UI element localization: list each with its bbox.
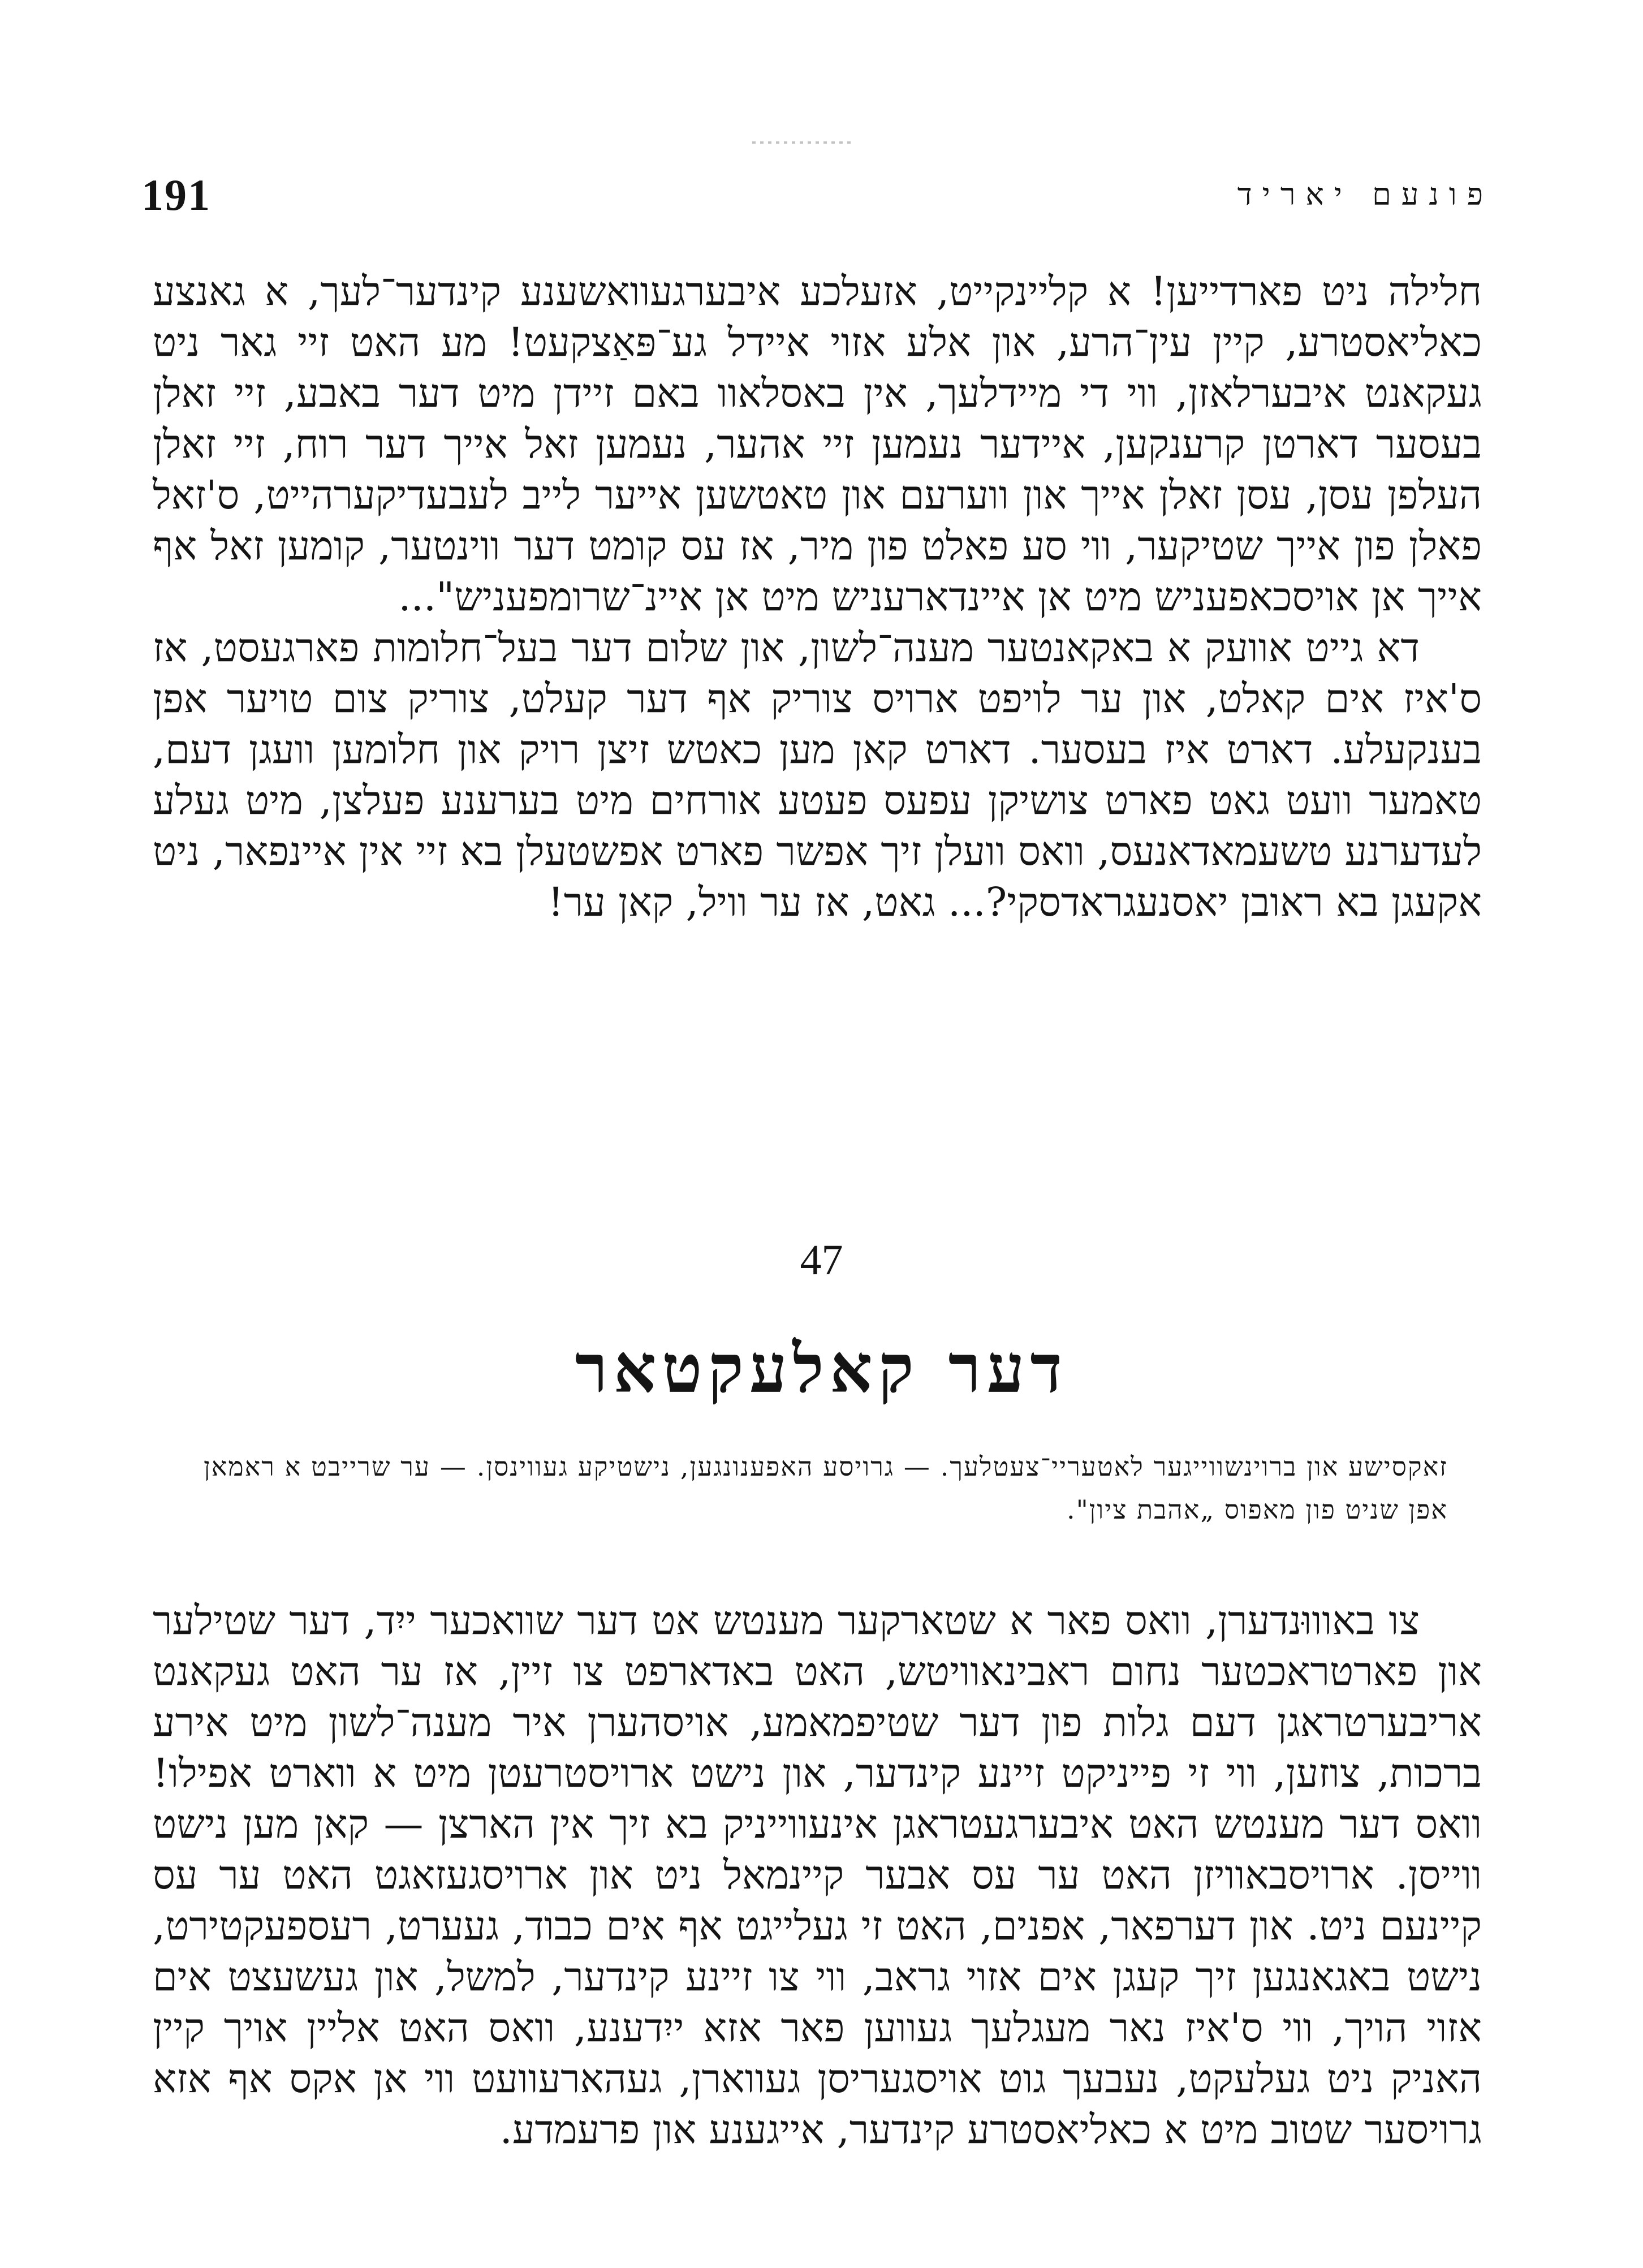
paragraph: חלילה ניט פארדייען! א קליינקייט, אזעלכע איבערגעוואשענע קינדער־לעך, א גאנצע כאליאסטרע, קיין עין־הרע, און אלע אזוי איידל גע־פּאַצקעט! מע האט זיי גאר ניט געקאנט איבערלאזן, ווי די מיידלעך, אין באסלאוו באם זיידן מיט דער באבע, זיי זאלן בעסער דארטן קרענקען, איידער נעמען זיי אהער, נעמען זאל אייך דער רוח, זיי זאלן העלפן עסן, עסן זאלן אייך און ווערעם און טאטשען אייער לייב לעבעדיקערהייט, ס'זאל פאלן פון אייך שטיקער, ווי סע פאלט פון מיר, אז עס קומט דער ווינטער, קומען זאל אף אייך אן אויסכאפעניש מיט אן איינדארעניש מיט אן איינ־שרומפעניש"...: [153, 268, 1482, 620]
page-number: 191: [141, 170, 211, 219]
page-header: [141, 170, 1493, 232]
paragraph: צו באוווּנדערן, וואס פאר א שטארקער מענטש אט דער שוואכער ייִד, דער שטילער און פארטראכטער נחום ראבינאוויטש, האט באדארפט צו זיין, אז ער האט געקאנט אריבערטראגן דעם גלות פון דער שטיפמאמע, אויסהערן איר מענה־לשון מיט אירע ברכות, צוזען, ווי זי פייניקט זיינע קינדער, און נישט ארויסטרעטן מיט א ווארט אפילו! וואס דער מענטש האט איבערגעטראגן אינעווייניק בא זיך אין הארצן — קאן מען נישט ווייסן. ארויסבאוויזן האט ער עס אבער קיינמאל ניט און ארויסגעזאגט האט ער עס קיינעם ניט. און דערפאר, אפנים, האט זי געלייגט אף אים כבוד, געערט, רעספעקטירט, נישט באגאנגען זיך קעגן אים אזוי גראב, ווי צו זיינע קינדער, למשל, און געשעצט אים אזוי הויך, ווי ס'איז נאר מעגלעך געווען פאר אזא ייִדענע, וואס האט אליין אויך קיין האניק ניט געלעקט, נעבעך גוט אויסגעריסן געווארן, געהארעוועט ווי אן אקס אף אזא גרויסער שטוב מיט א כאליאסטרע קינדער, אייגענע און פרעמדע.: [153, 1597, 1482, 2153]
chapter-text-section: [153, 1595, 1482, 2155]
paragraph: דא גייט אוועק א באקאנטער מענה־לשון, און שלום דער בעל־חלומות פארגעסט, אז ס'איז אים קאלט, און ער לויפט ארויס צוריק אף דער קעלט, צוריק צום טויער אפן בענקעלע. דארט איז בעסער. דארט קאן מען כאטש זיצן רויק און חלומען וועגן דעם, טאמער וועט גאט פארט צושיקן עפעס פעטע אורחים מיט בערענע פעלצן, מיט געלע לעדערנע טשעמאדאנעס, וואס וועלן זיך אפשר פארט אפשטעלן בא זיי אין איינפאר, ניט אקעגן בא ראובן יאסנעגראדסקי?... גאט, אז ער וויל, קאן ער!: [153, 624, 1482, 925]
continued-text-section: [153, 266, 1482, 928]
print-smudge: [752, 141, 854, 144]
chapter-summary: זאקסישע און ברוינשווייגער לאטעריי־צעטלעך. — גרויסע האפענונגען, נישטיקע געווינסן. — ער שרייבט א ראמאן אפן שניט פון מאפוס „אהבת ציון".: [204, 1451, 1448, 1525]
chapter-title: דער קאלעקטאר: [575, 1329, 1068, 1408]
running-title: פונעם יאריד: [1237, 176, 1493, 212]
chapter-number: 47: [800, 1236, 843, 1284]
